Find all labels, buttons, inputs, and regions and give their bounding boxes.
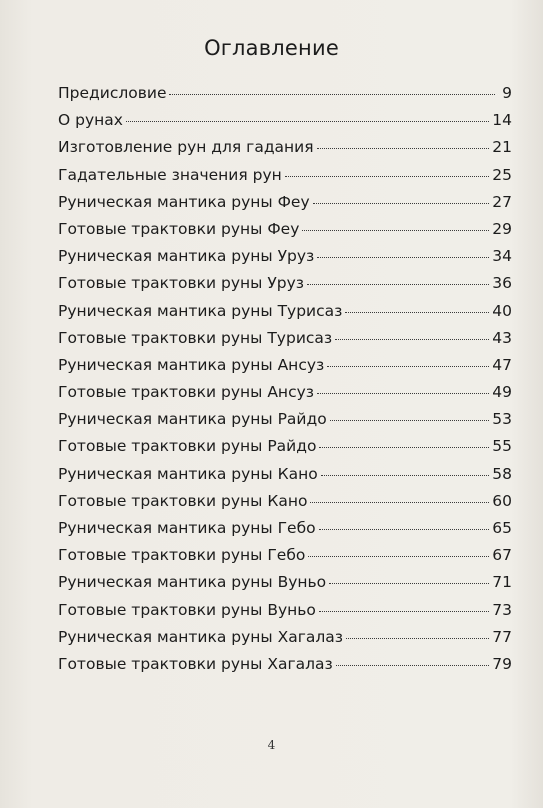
toc-entry-page: 53 (492, 410, 512, 429)
toc-entry-page: 36 (492, 274, 512, 293)
toc-entry-page: 79 (492, 654, 512, 673)
toc-entry-title: О рунах (58, 111, 123, 130)
toc-entry (58, 220, 512, 247)
toc-entry-page: 9 (502, 84, 512, 102)
toc-entry-title: Готовые трактовки руны Кано (58, 491, 308, 510)
toc-entry-title: Готовые трактовки руны Уруз (58, 274, 305, 293)
toc-entry-page: 71 (492, 573, 512, 592)
dot-leader (126, 121, 489, 122)
toc-entry-title: Готовые трактовки руны Райдо (58, 437, 317, 456)
dot-leader (335, 339, 489, 340)
toc-entry-title: Руническая мантика руны Хагалаз (58, 627, 343, 646)
toc-entry-title: Готовые трактовки руны Вуньо (58, 600, 316, 619)
toc-entry-page: 67 (492, 546, 512, 565)
toc-entry-page: 14 (492, 111, 512, 130)
toc-entry-page: 43 (492, 328, 512, 347)
dot-leader (319, 529, 490, 530)
dot-leader (285, 176, 489, 177)
dot-leader (346, 638, 489, 639)
toc-entry (58, 247, 512, 274)
toc-entry (58, 437, 512, 464)
toc-entry (58, 84, 512, 111)
toc-entry-title: Изготовление рун для гадания (58, 138, 314, 157)
toc-entry (58, 573, 512, 600)
toc-entry-title: Готовые трактовки руны Гебо (58, 546, 306, 565)
toc-entry (58, 193, 512, 220)
toc-entry-page: 65 (492, 519, 512, 537)
toc-heading: Оглавление (204, 36, 339, 60)
toc-entry-page: 27 (492, 192, 512, 211)
toc-entry-page: 34 (492, 247, 512, 266)
toc-entry-title: Готовые трактовки руны Ансуз (58, 383, 315, 402)
toc-entry-title: Гадательные значения рун (58, 165, 282, 184)
dot-leader (336, 665, 490, 666)
toc-entry (58, 329, 512, 356)
dot-leader (321, 475, 490, 476)
toc-entry-title: Руническая мантика руны Турисаз (58, 301, 343, 320)
toc-entry (58, 519, 512, 546)
toc-entry-title: Руническая мантика руны Вуньо (58, 573, 327, 592)
toc-entry-title: Готовые трактовки руны Феу (58, 219, 300, 238)
page-number: 4 (267, 738, 276, 752)
toc-entry-page: 55 (492, 437, 512, 456)
toc-entry (58, 628, 512, 655)
toc-entry-page: 21 (492, 138, 512, 157)
toc-entry-page: 49 (492, 383, 512, 402)
toc-entry-title: Руническая мантика руны Кано (58, 464, 318, 483)
toc-entry-page: 77 (492, 627, 512, 646)
dot-leader (169, 94, 495, 95)
dot-leader (317, 393, 489, 394)
toc-entry (58, 111, 512, 138)
table-of-contents (58, 84, 512, 682)
toc-entry (58, 138, 512, 165)
dot-leader (330, 420, 490, 421)
toc-entry (58, 465, 512, 492)
toc-entry-title: Руническая мантика руны Феу (58, 192, 310, 211)
dot-leader (329, 583, 489, 584)
toc-entry-page: 73 (492, 600, 512, 619)
dot-leader (317, 148, 490, 149)
dot-leader (302, 230, 489, 231)
dot-leader (319, 611, 489, 612)
toc-entry-title: Руническая мантика руны Уруз (58, 247, 315, 266)
toc-entry (58, 410, 512, 437)
toc-entry (58, 546, 512, 573)
toc-entry (58, 655, 512, 682)
toc-entry-page: 58 (492, 464, 512, 483)
dot-leader (345, 312, 489, 313)
dot-leader (317, 257, 489, 258)
toc-entry-title: Предисловие (58, 84, 167, 102)
toc-entry-title: Готовые трактовки руны Турисаз (58, 328, 333, 347)
dot-leader (319, 447, 489, 448)
toc-entry (58, 356, 512, 383)
toc-entry-title: Руническая мантика руны Райдо (58, 410, 327, 429)
toc-entry (58, 601, 512, 628)
dot-leader (327, 366, 489, 367)
toc-entry (58, 492, 512, 519)
toc-entry (58, 302, 512, 329)
toc-entry-page: 60 (492, 491, 512, 510)
toc-entry (58, 166, 512, 193)
toc-entry-title: Руническая мантика руны Гебо (58, 519, 316, 537)
toc-entry-title: Руническая мантика руны Ансуз (58, 355, 325, 374)
toc-entry-page: 47 (492, 355, 512, 374)
toc-entry-page: 29 (492, 219, 512, 238)
toc-entry-page: 40 (492, 301, 512, 320)
toc-entry-title: Готовые трактовки руны Хагалаз (58, 654, 333, 673)
dot-leader (310, 502, 489, 503)
toc-entry (58, 274, 512, 301)
toc-entry-page: 25 (492, 165, 512, 184)
dot-leader (313, 203, 490, 204)
dot-leader (308, 556, 489, 557)
dot-leader (307, 284, 489, 285)
toc-entry (58, 383, 512, 410)
